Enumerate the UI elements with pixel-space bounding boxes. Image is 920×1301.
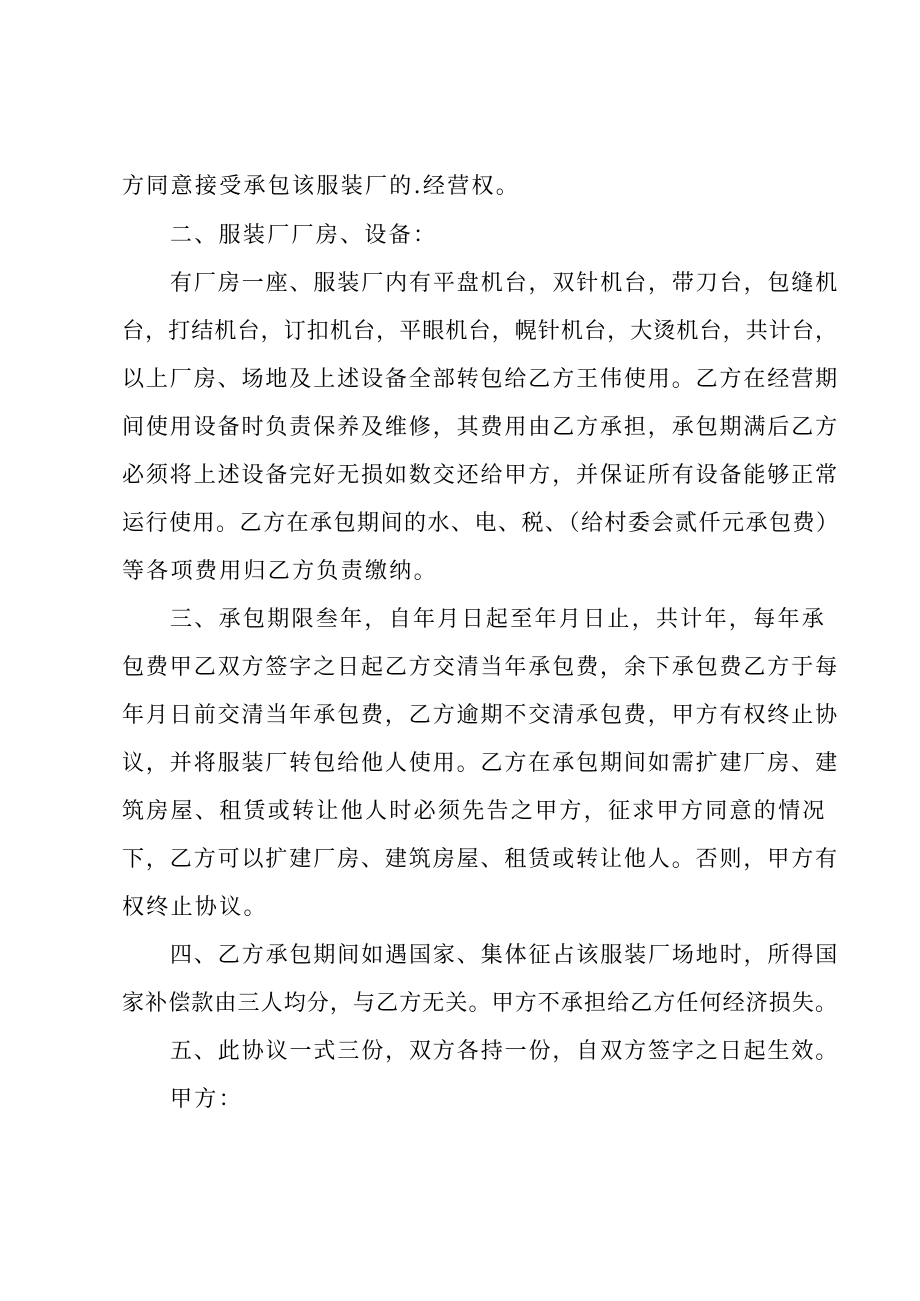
- text-line-15: 下，乙方可以扩建厂房、建筑房屋、租赁或转让他人。否则，甲方有: [122, 847, 840, 872]
- text-line-9: 等各项费用归乙方负责缴纳。: [122, 559, 438, 584]
- text-line-18: 家补偿款由三人均分，与乙方无关。甲方不承担给乙方任何经济损失。: [122, 991, 839, 1016]
- text-line-10: 三、承包期限叁年，自年月日起至年月日止，共计年，每年承: [170, 607, 827, 632]
- text-line-16: 权终止协议。: [122, 895, 268, 920]
- text-line-6: 间使用设备时负责保养及维修，其费用由乙方承担，承包期满后乙方: [122, 415, 840, 440]
- text-line-14: 筑房屋、租赁或转让他人时必须先告之甲方，征求甲方同意的情况: [122, 799, 827, 824]
- text-line-8: 运行使用。乙方在承包期间的水、电、税、（给村委会贰仟元承包费）: [122, 511, 840, 536]
- text-line-12: 年月日前交清当年承包费，乙方逾期不交清承包费，甲方有权终止协: [122, 703, 840, 728]
- text-line-1: 方同意接受承包该服装厂的.经营权。: [122, 174, 521, 199]
- text-line-7: 必须将上述设备完好无损如数交还给甲方，并保证所有设备能够正常: [122, 463, 840, 488]
- section-heading-2: 二、服装厂厂房、设备：: [170, 223, 438, 248]
- text-line-11: 包费甲乙双方签字之日起乙方交清当年承包费，余下承包费乙方于每: [122, 655, 840, 680]
- text-line-5: 以上厂房、场地及上述设备全部转包给乙方王伟使用。乙方在经营期: [122, 367, 840, 392]
- text-line-19: 五、此协议一式三份，双方各持一份，自双方签字之日起生效。: [170, 1039, 840, 1064]
- text-line-4: 台，打结机台，订扣机台，平眼机台，幌针机台，大烫机台，共计台，: [122, 319, 839, 344]
- text-line-17: 四、乙方承包期间如遇国家、集体征占该服装厂场地时，所得国: [170, 943, 840, 968]
- text-line-13: 议，并将服装厂转包给他人使用。乙方在承包期间如需扩建厂房、建: [122, 751, 840, 776]
- signature-label-party-a: 甲方：: [170, 1087, 243, 1112]
- text-line-3: 有厂房一座、服装厂内有平盘机台，双针机台，带刀台，包缝机: [170, 271, 840, 296]
